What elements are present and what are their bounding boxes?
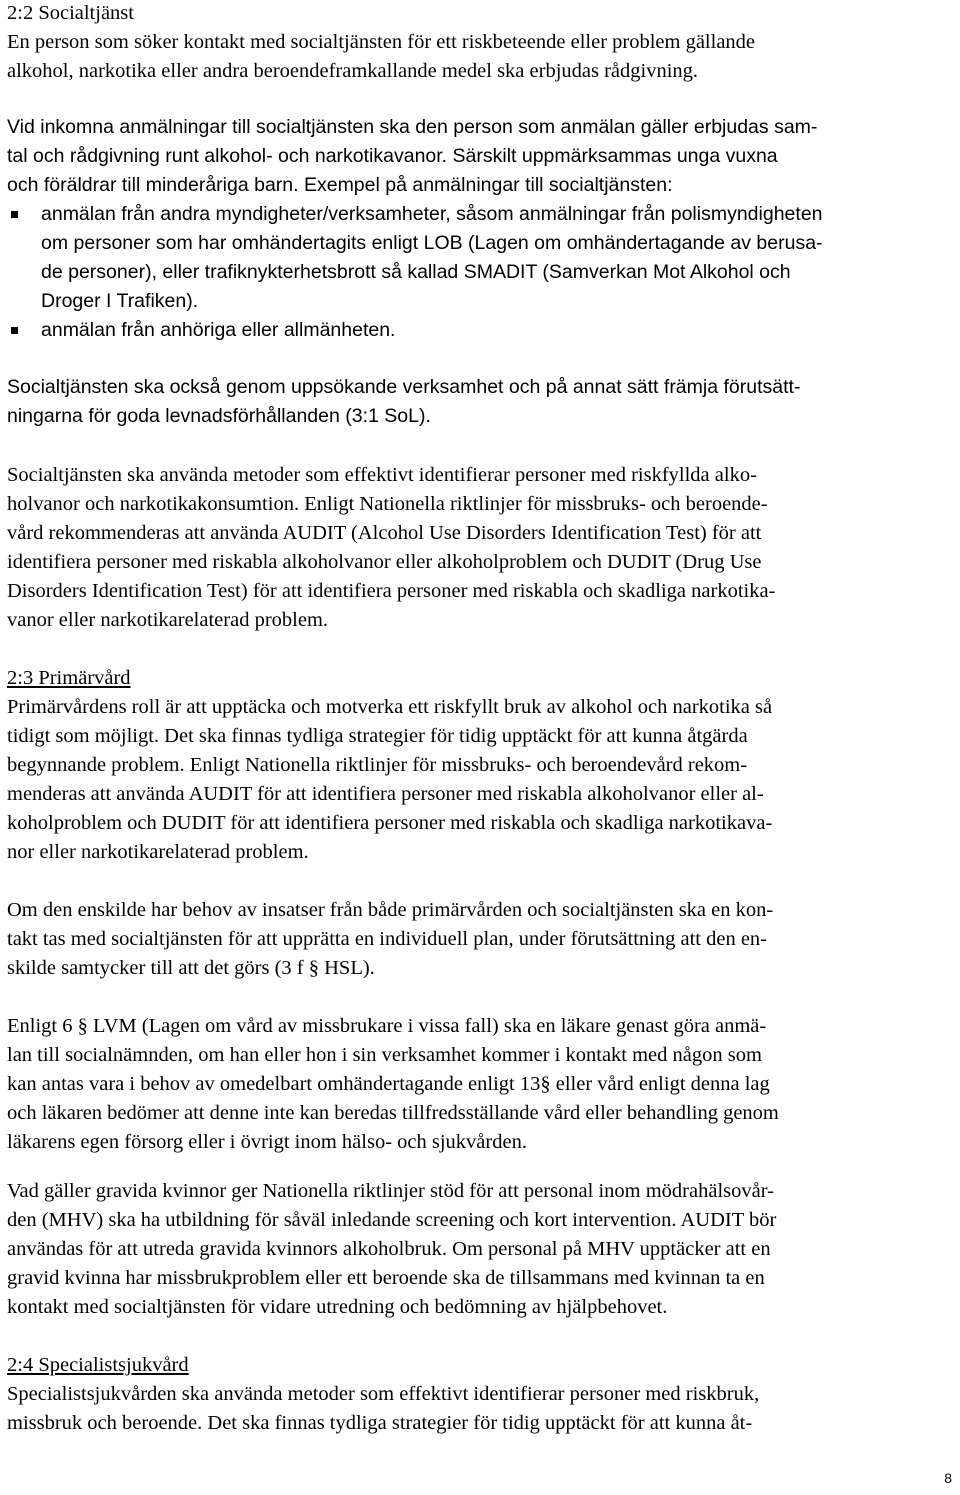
paragraph-line: nor eller narkotikarelaterad problem. [7, 841, 309, 863]
section-heading-primarvard: 2:3 Primärvård [7, 667, 131, 689]
section-heading-specialistsjukvard: 2:4 Specialistsjukvård [7, 1354, 189, 1376]
paragraph-line: och föräldrar till minderåriga barn. Exempel på anmälningar till socialtjänsten: [7, 174, 673, 196]
paragraph-line: tidigt som möjligt. Det ska finnas tydliga strategier för tidig upptäckt för att kunna åtgärda [7, 725, 748, 747]
paragraph-line: skilde samtycker till att det görs (3 f § HSL). [7, 957, 375, 979]
paragraph-line: Socialtjänsten ska också genom uppsökande verksamhet och på annat sätt främja förutsätt- [7, 376, 801, 398]
paragraph-line: identifiera personer med riskabla alkoholvanor eller alkoholproblem och DUDIT (Drug Use [7, 551, 762, 573]
paragraph-line: ningarna för goda levnadsförhållanden (3:1 SoL). [7, 405, 431, 427]
paragraph-line: läkarens egen försorg eller i övrigt inom hälso- och sjukvården. [7, 1131, 527, 1153]
paragraph-line: alkohol, narkotika eller andra beroendeframkallande medel ska erbjudas rådgivning. [7, 60, 699, 82]
paragraph-line: missbruk och beroende. Det ska finnas tydliga strategier för tidig upptäckt för att kunna åt- [7, 1412, 753, 1434]
paragraph-line: Om den enskilde har behov av insatser från både primärvården och socialtjänsten ska en kon- [7, 899, 774, 921]
paragraph-line: Vad gäller gravida kvinnor ger Nationella riktlinjer stöd för att personal inom mödrahälsovår- [7, 1180, 774, 1202]
paragraph-line: lan till socialnämnden, om han eller hon i sin verksamhet kommer i kontakt med någon som [7, 1044, 762, 1066]
bullet-square-icon [11, 211, 18, 218]
section-heading-socialtjanst: 2:2 Socialtjänst [7, 2, 134, 24]
paragraph-line: vård rekommenderas att använda AUDIT (Alcohol Use Disorders Identification Test) för att [7, 522, 762, 544]
list-item-line: om personer som har omhändertagits enligt LOB (Lagen om omhändertagande av berusa- [41, 232, 823, 254]
list-item-line: anmälan från andra myndigheter/verksamheter, såsom anmälningar från polismyndigheten [41, 203, 823, 225]
paragraph-line: och läkaren bedömer att denne inte kan beredas tillfredsställande vård eller behandling genom [7, 1102, 779, 1124]
paragraph-line: menderas att använda AUDIT för att identifiera personer med riskabla alkoholvanor eller al- [7, 783, 764, 805]
paragraph-line: kontakt med socialtjänsten för vidare utredning och bedömning av hjälpbehovet. [7, 1296, 668, 1318]
paragraph-line: användas för att utreda gravida kvinnors alkoholbruk. Om personal på MHV upptäcker att en [7, 1238, 771, 1260]
page-number: 8 [944, 1470, 952, 1486]
paragraph-line: holvanor och narkotikakonsumtion. Enligt Nationella riktlinjer för missbruks- och beroende- [7, 493, 768, 515]
paragraph-line: En person som söker kontakt med socialtjänsten för ett riskbeteende eller problem gällande [7, 31, 756, 53]
bullet-square-icon [11, 327, 18, 334]
paragraph-line: Specialistsjukvården ska använda metoder som effektivt identifierar personer med riskbruk, [7, 1383, 760, 1405]
paragraph-line: vanor eller narkotikarelaterad problem. [7, 609, 329, 631]
paragraph-line: Socialtjänsten ska använda metoder som effektivt identifierar personer med riskfyllda alko- [7, 464, 757, 486]
paragraph-line: Disorders Identification Test) för att identifiera personer med riskabla och skadliga narkotika- [7, 580, 776, 602]
paragraph-line: Vid inkomna anmälningar till socialtjänsten ska den person som anmälan gäller erbjudas sam- [7, 116, 818, 138]
paragraph-line: kan antas vara i behov av omedelbart omhändertagande enligt 13§ eller vård enligt denna lag [7, 1073, 770, 1095]
paragraph-line: Primärvårdens roll är att upptäcka och motverka ett riskfyllt bruk av alkohol och narkotika så [7, 696, 773, 718]
paragraph-line: takt tas med socialtjänsten för att upprätta en individuell plan, under förutsättning att den en- [7, 928, 767, 950]
list-item-line: Droger I Trafiken). [41, 290, 199, 312]
paragraph-line: begynnande problem. Enligt Nationella riktlinjer för missbruks- och beroendevård rekom- [7, 754, 748, 776]
list-item-line: anmälan från anhöriga eller allmänheten. [41, 319, 396, 341]
paragraph-line: koholproblem och DUDIT för att identifiera personer med riskabla och skadliga narkotikava- [7, 812, 773, 834]
list-item-line: de personer), eller trafiknykterhetsbrott så kallad SMADIT (Samverkan Mot Alkohol och [41, 261, 791, 283]
paragraph-line: den (MHV) ska ha utbildning för såväl inledande screening och kort intervention. AUDIT bör [7, 1209, 777, 1231]
paragraph-line: Enligt 6 § LVM (Lagen om vård av missbrukare i vissa fall) ska en läkare genast göra anmä- [7, 1015, 767, 1037]
paragraph-line: tal och rådgivning runt alkohol- och narkotikavanor. Särskilt uppmärksammas unga vuxna [7, 145, 778, 167]
paragraph-line: gravid kvinna har missbrukproblem eller ett beroende ska de tillsammans med kvinnan ta en [7, 1267, 765, 1289]
